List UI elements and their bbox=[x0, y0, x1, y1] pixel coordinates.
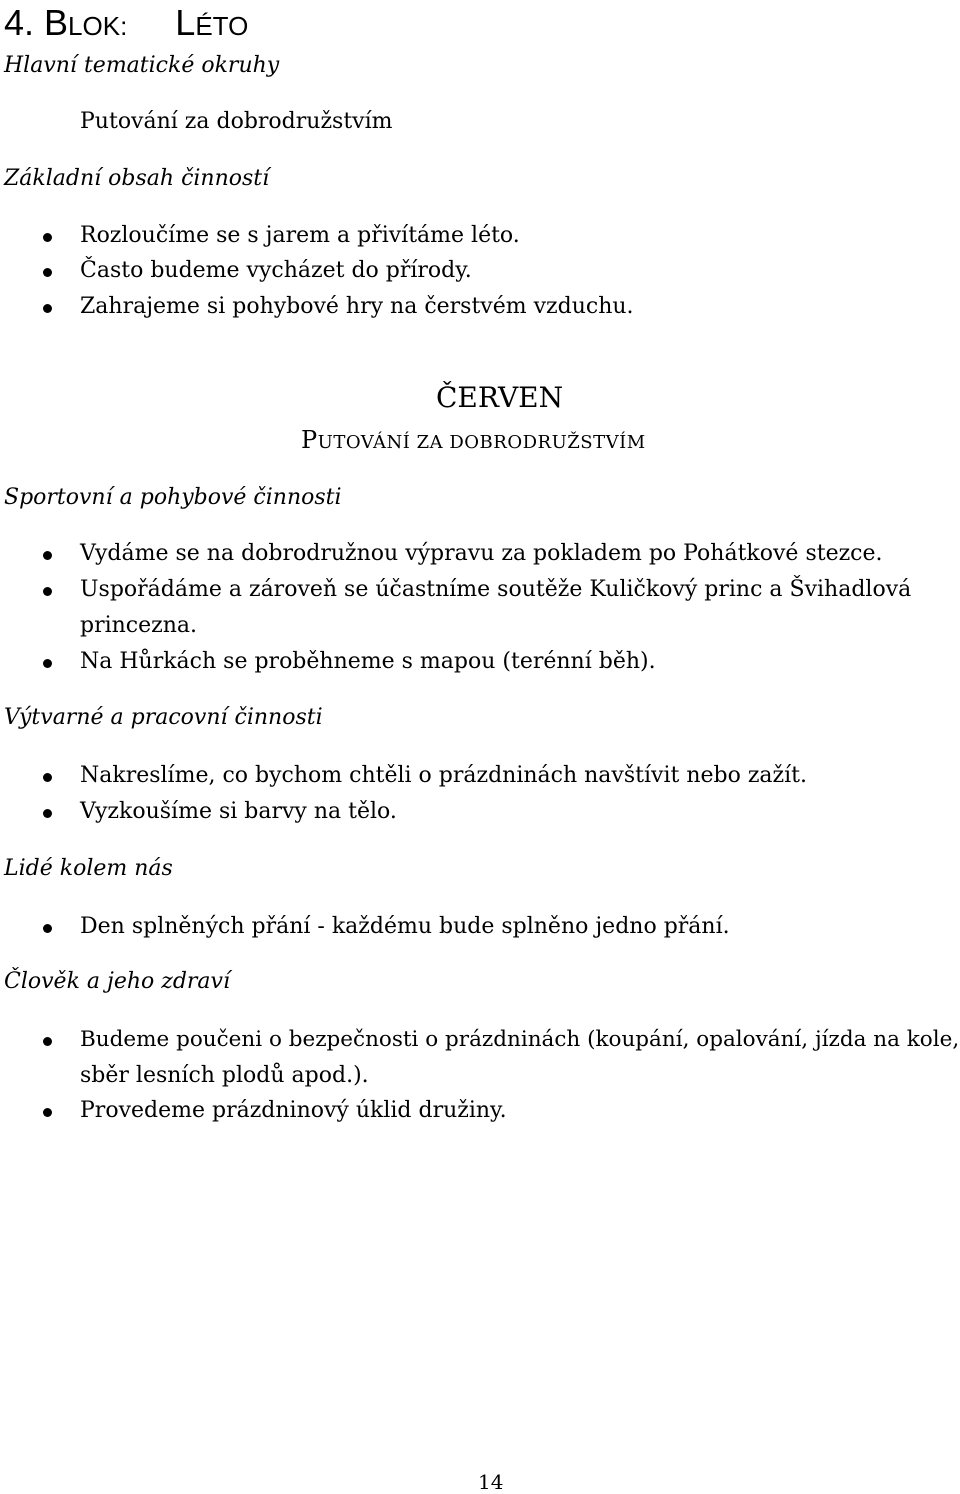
list-item-continuation: princezna. bbox=[80, 613, 198, 638]
list-item-continuation: sběr lesních plodů apod.). bbox=[80, 1063, 369, 1088]
month-theme-heading bbox=[301, 425, 646, 458]
list-item: Budeme poučeni o bezpečnosti o prázdninách (koupání, opalování, jízda na kole, bbox=[80, 1027, 960, 1052]
list-item: Vydáme se na dobrodružnou výpravu za pokladem po Pohátkové stezce. bbox=[80, 541, 883, 566]
bullet-icon bbox=[43, 809, 52, 818]
list-item: Zahrajeme si pohybové hry na čerstvém vzduchu. bbox=[80, 294, 634, 319]
page-title bbox=[4, 2, 248, 47]
bullet-icon bbox=[43, 304, 52, 313]
bullet-icon bbox=[43, 1108, 52, 1117]
section-heading-sports: Sportovní a pohybové činnosti bbox=[4, 485, 342, 510]
list-item: Provedeme prázdninový úklid družiny. bbox=[80, 1098, 507, 1123]
section-heading-main-topics: Hlavní tematické okruhy bbox=[4, 53, 280, 78]
section-heading-basic-content: Základní obsah činností bbox=[4, 166, 270, 191]
month-theme-rest: UTOVÁNÍ ZA DOBRODRUŽSTVÍM bbox=[317, 432, 646, 453]
month-heading: ČERVEN bbox=[436, 381, 564, 414]
list-item: Na Hůrkách se proběhneme s mapou (terénní běh). bbox=[80, 649, 656, 674]
bullet-icon bbox=[43, 773, 52, 782]
month-theme-initial: P bbox=[301, 426, 318, 454]
title-block-label: LOK: bbox=[68, 11, 128, 41]
title-season-initial: L bbox=[175, 2, 196, 43]
bullet-icon bbox=[43, 551, 52, 560]
bullet-icon bbox=[43, 659, 52, 668]
list-item: Vyzkoušíme si barvy na tělo. bbox=[80, 799, 397, 824]
list-item: Rozloučíme se s jarem a přivítáme léto. bbox=[80, 223, 520, 248]
list-item: Uspořádáme a zároveň se účastníme soutěže Kuličkový princ a Švihadlová bbox=[80, 577, 912, 602]
title-number: 4. B bbox=[4, 2, 69, 43]
section-heading-health: Člověk a jeho zdraví bbox=[4, 969, 231, 994]
main-topic-value: Putování za dobrodružstvím bbox=[80, 109, 393, 134]
bullet-icon bbox=[43, 1037, 52, 1046]
bullet-icon bbox=[43, 268, 52, 277]
list-item: Nakreslíme, co bychom chtěli o prázdninách navštívit nebo zažít. bbox=[80, 763, 807, 788]
list-item: Den splněných přání - každému bude splněno jedno přání. bbox=[80, 914, 730, 939]
section-heading-art: Výtvarné a pracovní činnosti bbox=[4, 705, 323, 730]
bullet-icon bbox=[43, 924, 52, 933]
title-season-rest: ÉTO bbox=[195, 11, 249, 41]
section-heading-people: Lidé kolem nás bbox=[4, 856, 173, 881]
list-item: Často budeme vycházet do přírody. bbox=[80, 258, 472, 283]
page-number: 14 bbox=[478, 1470, 504, 1494]
bullet-icon bbox=[43, 587, 52, 596]
bullet-icon bbox=[43, 233, 52, 242]
